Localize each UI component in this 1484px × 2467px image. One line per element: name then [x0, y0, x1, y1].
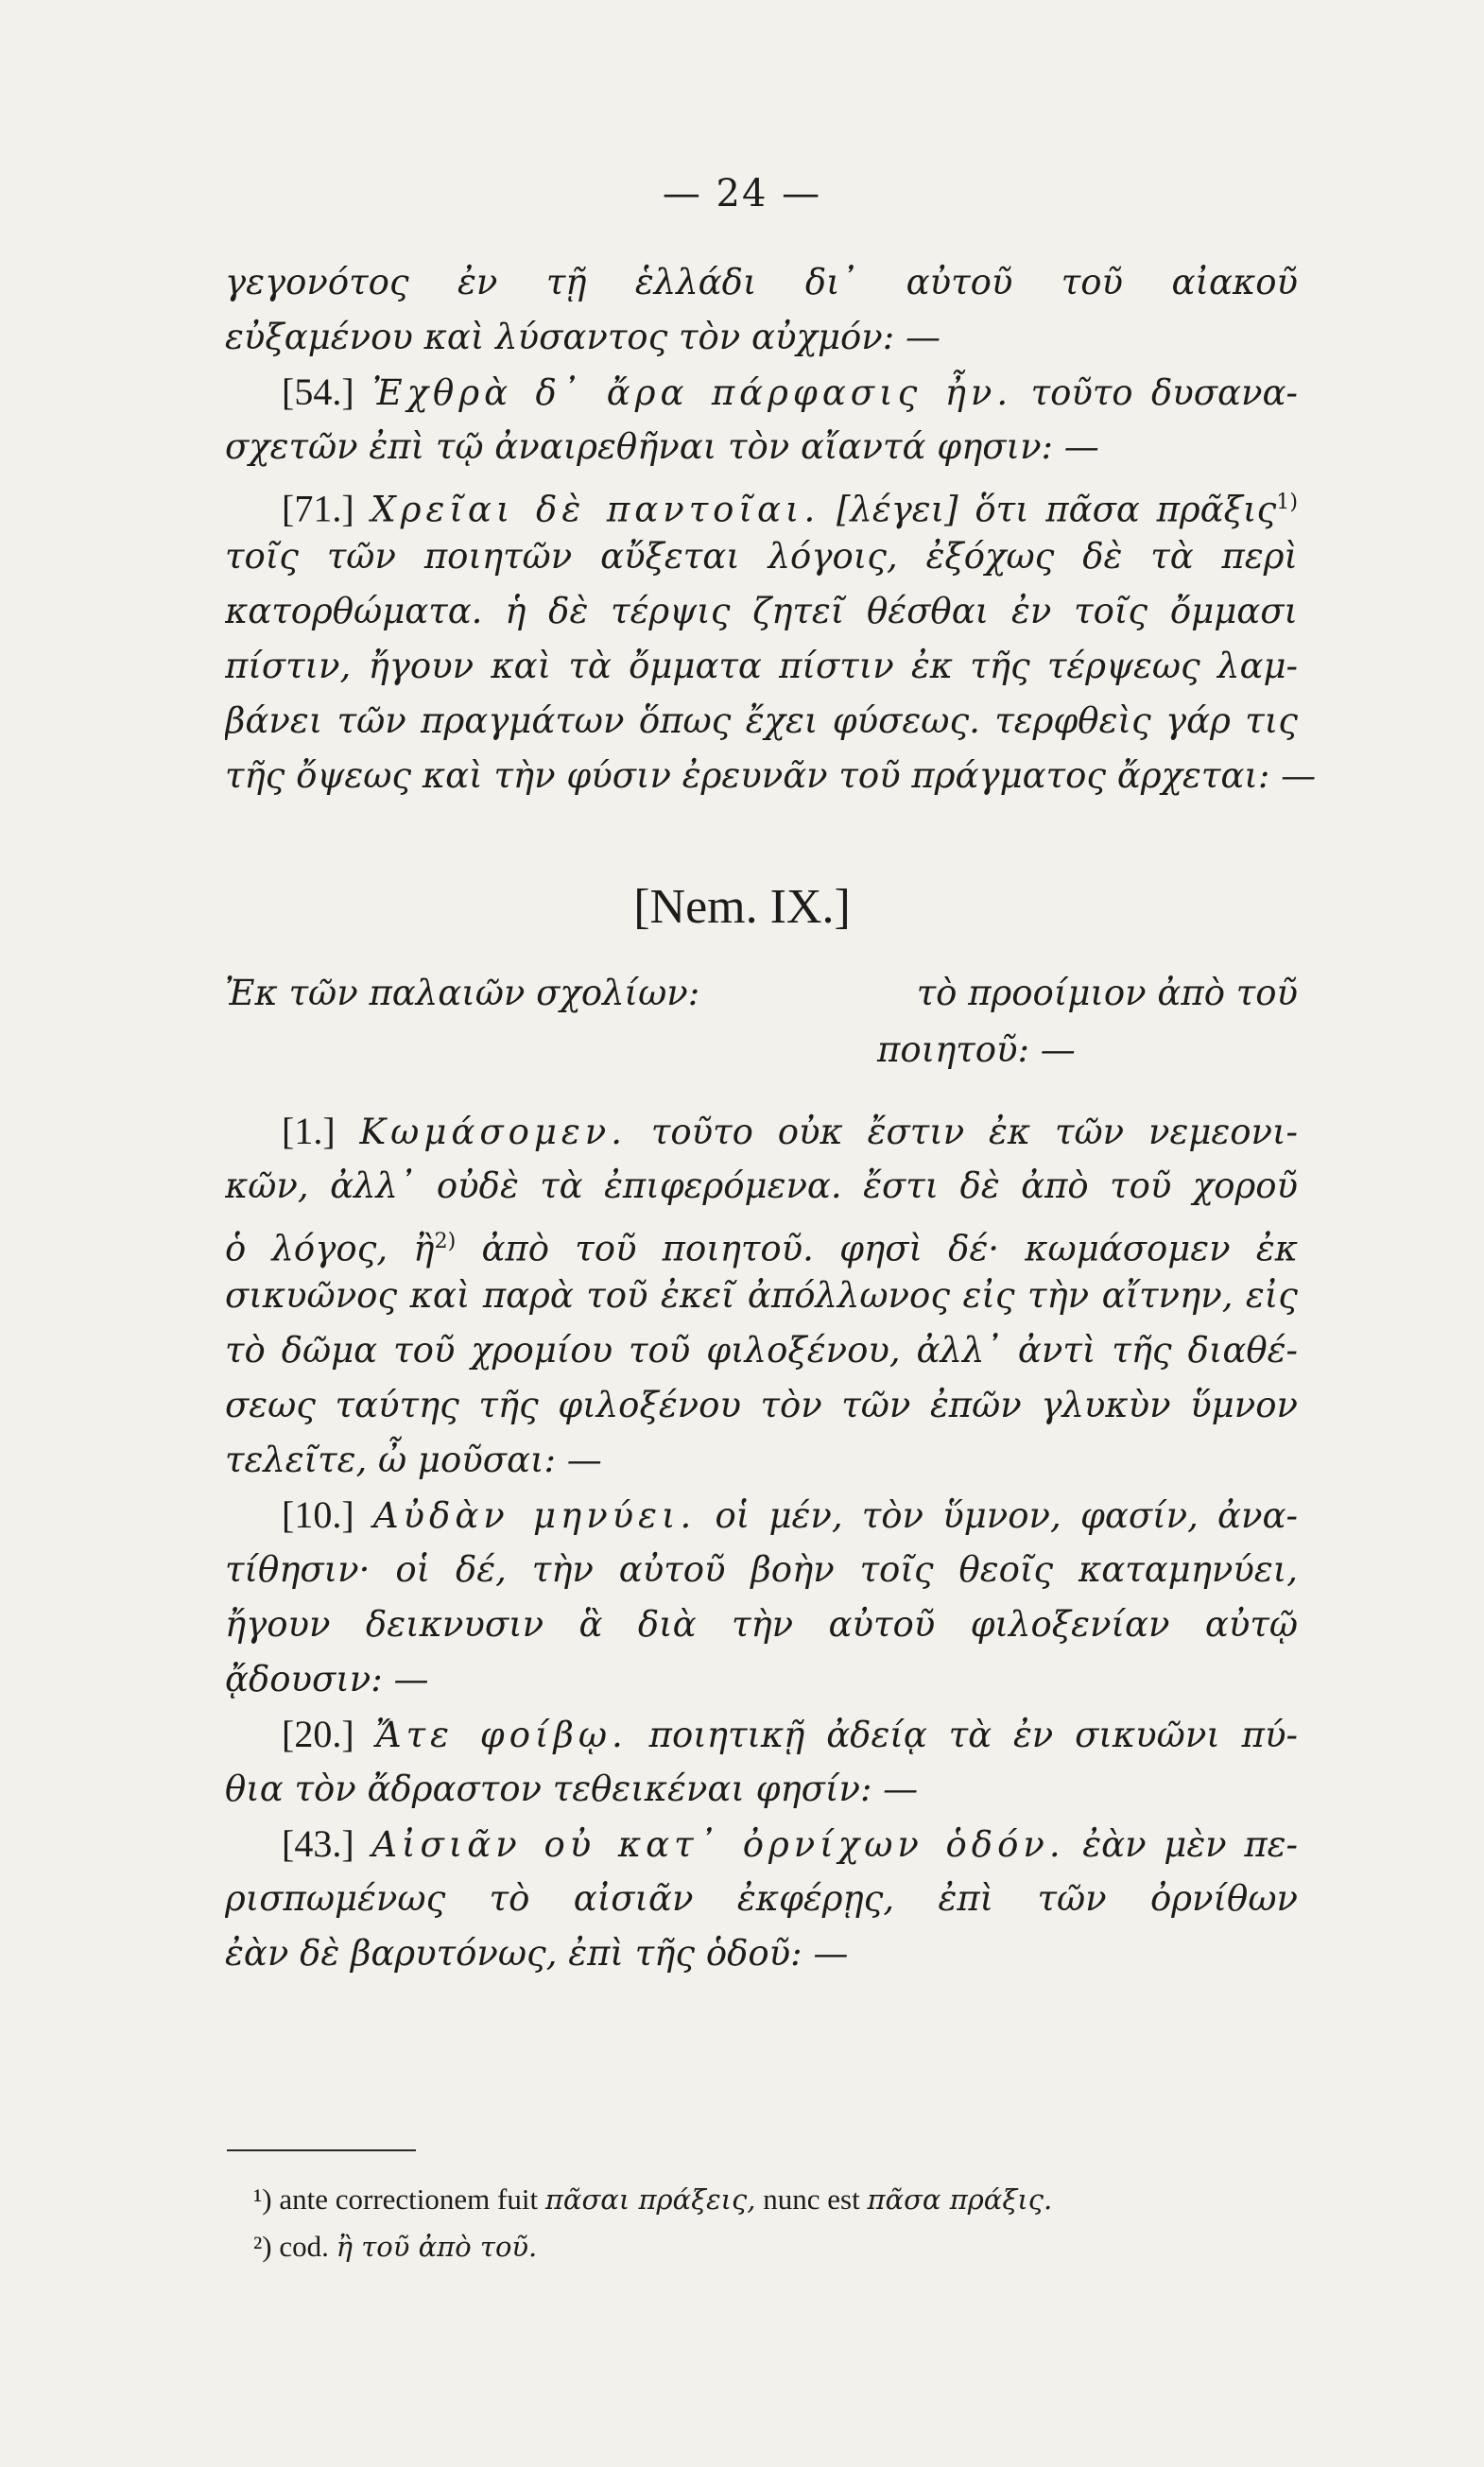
text-line: ἐὰν δὲ βαρυτόνως, ἐπὶ τῆς ὁδοῦ: — [225, 1933, 849, 1974]
text-line: βάνει τῶν πραγμάτων ὅπως ἔχει φύσεως. τερφθεὶς γάρ τις [225, 700, 1298, 741]
text-span: [λέγει] ὅτι πᾶσα πρᾶξις [836, 489, 1277, 529]
footnotes [253, 2176, 1293, 2270]
footnote-mark: ²) [253, 2230, 272, 2263]
section-heading: [Nem. IX.] [633, 880, 851, 934]
text-line: τίθησιν· οἱ δέ, τὴν αὐτοῦ βοὴν τοῖς θεοῖς καταμηνύει, [225, 1549, 1298, 1590]
text-span: ἀπὸ τοῦ ποιητοῦ. φησὶ δέ· κωμάσομεν ἐκ [481, 1228, 1298, 1268]
text-line: τελεῖτε, ὦ μοῦσαι: — [225, 1440, 602, 1480]
text-line: τῆς ὄψεως καὶ τὴν φύσιν ἐρευνᾶν τοῦ πράγματος ἄρχεται: — [225, 755, 1317, 796]
footnote-1 [253, 2176, 1293, 2223]
text-line: πίστιν, ἤγουν καὶ τὰ ὄμματα πίστιν ἐκ τῆς τέρψεως λαμ- [225, 646, 1298, 686]
text-line: σικυῶνος καὶ παρὰ τοῦ ἐκεῖ ἀπόλλωνος εἰς τὴν αἴτνην, εἰς [225, 1275, 1298, 1316]
text-line: γεγονότος ἐν τῇ ἑλλάδι δι᾽ αὐτοῦ τοῦ αἰακοῦ [225, 262, 1298, 302]
footnote-greek: ἢ τοῦ ἀπὸ τοῦ. [336, 2231, 538, 2263]
prooimion-note-cont: ποιητοῦ: — [877, 1029, 1076, 1070]
scholion-54 [225, 365, 1298, 420]
body-text-bottom [225, 1104, 1298, 1981]
scholion-ref: [20.] [282, 1713, 354, 1755]
footnote-text: ante correctionem fuit [279, 2182, 539, 2216]
footnote-mark: ¹) [253, 2182, 272, 2216]
scholion-ref: [1.] [282, 1110, 336, 1152]
text-line: ᾄδουσιν: — [225, 1659, 429, 1699]
lemma: Αἰσιᾶν οὐ κατ᾽ ὀρνίχων ὁδόν. [371, 1824, 1065, 1865]
text-line: κατορθώματα. ἡ δὲ τέρψις ζητεῖ θέσθαι ἐν τοῖς ὄμμασι [225, 591, 1298, 631]
scholion-ref: [71.] [282, 487, 354, 529]
text-line: θια τὸν ἄδραστον τεθεικέναι φησίν: — [225, 1768, 919, 1809]
footnote-rule [227, 2149, 416, 2151]
text-line: κῶν, ἀλλ᾽ οὐδὲ τὰ ἐπιφερόμενα. ἔστι δὲ ἀπὸ τοῦ χοροῦ [225, 1165, 1298, 1206]
footnote-ref: 2) [434, 1229, 457, 1253]
text-line: τὸ δῶμα τοῦ χρομίου τοῦ φιλοξένου, ἀλλ᾽ ἀντὶ τῆς διαθέ- [225, 1330, 1298, 1371]
text-span: οἱ μέν, τὸν ὕμνον, φασίν, ἀνα- [715, 1495, 1298, 1536]
footnote-greek: πᾶσα πράξις. [867, 2183, 1053, 2216]
lemma: Χρεῖαι δὲ παντοῖαι. [371, 489, 820, 529]
lemma: Ἐχθρὰ δ᾽ ἄρα πάρφασις ἦν. [372, 372, 1013, 413]
lemma: Κωμάσομεν. [359, 1112, 628, 1152]
prooimion-note: τὸ προοίμιον ἀπὸ τοῦ [916, 973, 1298, 1013]
scholion-ref: [10.] [282, 1493, 354, 1536]
text-span: ποιητικῇ ἀδείᾳ τὰ ἐν σικυῶνι πύ- [648, 1715, 1298, 1755]
text-line: τοῖς τῶν ποιητῶν αὔξεται λόγοις, ἐξόχως δὲ τὰ περὶ [225, 536, 1298, 577]
text-line: σεως ταύτης τῆς φιλοξένου τὸν τῶν ἐπῶν γλυκὺν ὕμνον [225, 1385, 1298, 1425]
text-span: ὁ λόγος, ἢ [225, 1228, 435, 1268]
footnote-ref: 1) [1276, 490, 1298, 514]
text-span: ἐὰν μὲν πε- [1082, 1824, 1298, 1865]
scholion-10 [225, 1488, 1298, 1543]
scholion-20 [225, 1707, 1298, 1762]
body-text-top [225, 255, 1317, 803]
scholion-43 [225, 1817, 1298, 1872]
lemma: Ἄτε φοίβῳ. [375, 1715, 628, 1755]
text-line: σχετῶν ἐπὶ τῷ ἀναιρεθῆναι τὸν αἴαντά φησιν: — [225, 426, 1099, 467]
scholion-ref: [54.] [282, 371, 354, 413]
text-line [225, 1214, 1298, 1268]
text-line: ρισπωμένως τὸ αἰσιᾶν ἐκφέρῃς, ἐπὶ τῶν ὀρνίθων [225, 1878, 1298, 1919]
lemma: Αὐδὰν μηνύει. [372, 1495, 697, 1536]
scholion-71 [225, 474, 1298, 529]
page-number: — 24 — [662, 172, 822, 216]
footnote-text: nunc est [763, 2182, 860, 2216]
scholion-ref: [43.] [282, 1822, 354, 1865]
text-line: ἤγουν δεικνυσιν ἃ διὰ τὴν αὐτοῦ φιλοξενίαν αὐτῷ [225, 1604, 1298, 1645]
text-line: εὐξαμένου καὶ λύσαντος τὸν αὐχμόν: — [225, 317, 941, 357]
footnote-greek: πᾶσαι πράξεις, [544, 2183, 756, 2216]
footnote-text: cod. [279, 2230, 329, 2263]
text-span: τοῦτο οὐκ ἔστιν ἐκ τῶν νεμεονι- [650, 1112, 1298, 1152]
scholia-source: Ἐκ τῶν παλαιῶν σχολίων: [225, 973, 700, 1013]
footnote-2 [253, 2223, 1293, 2270]
text-span: τοῦτο δυσανα- [1030, 372, 1298, 413]
scholion-1 [225, 1104, 1298, 1159]
